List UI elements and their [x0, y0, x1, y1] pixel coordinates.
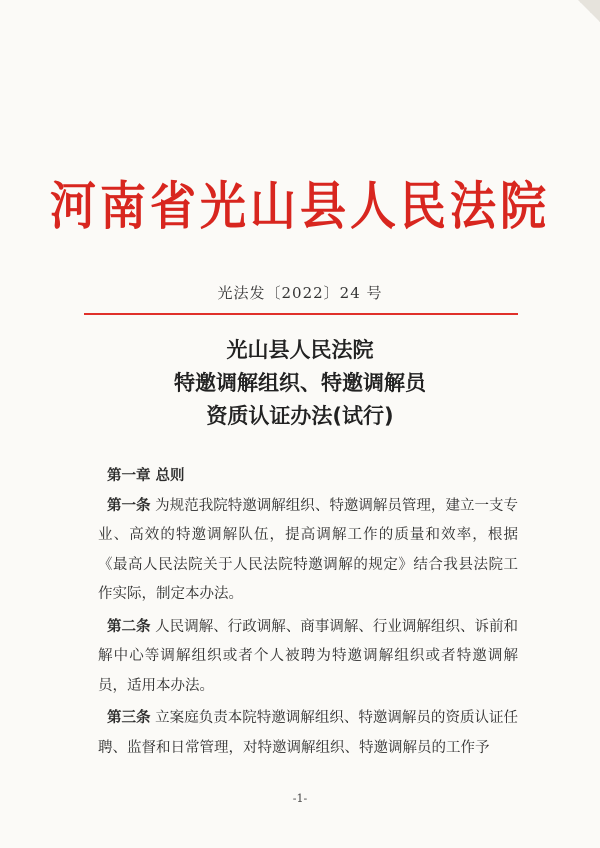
document-title — [0, 334, 600, 433]
article-3-label: 第三条 — [107, 710, 151, 726]
chapter-heading: 第一章 总则 — [107, 468, 185, 484]
article-2-label: 第二条 — [107, 618, 151, 635]
article-2-text: 人民调解、行政调解、商事调解、行业调解组织、诉前和解中心等调解组织或者个人被聘为特邀调解组织或者特邀调解员，适用本办法。 — [98, 618, 519, 694]
document-body — [98, 462, 518, 763]
court-letterhead: 河南省光山县人民法院 — [50, 175, 550, 237]
title-line-1: 光山县人民法院 — [226, 338, 374, 362]
page-number: -1- — [292, 792, 308, 805]
title-line-2: 特邀调解组织、特邀调解员 — [174, 371, 426, 395]
article-3 — [98, 704, 518, 763]
article-3-text: 立案庭负责本院特邀调解组织、特邀调解员的资质认证任聘、监督和日常管理，对特邀调解组织、特邀调解员的工作予 — [98, 710, 519, 756]
article-1-label: 第一条 — [107, 497, 151, 514]
title-line-3: 资质认证办法(试行) — [206, 404, 394, 428]
document-number: 光法发〔2022〕24 号 — [217, 284, 383, 302]
article-2 — [98, 613, 518, 702]
article-1 — [98, 492, 518, 610]
red-divider-line — [84, 313, 518, 315]
page-corner-fold — [578, 0, 600, 22]
article-1-text: 为规范我院特邀调解组织、特邀调解员管理，建立一支专业、高效的特邀调解队伍，提高调解工作的质量和效率，根据《最高人民法院关于人民法院特邀调解的规定》结合我县法院工作实际，制定本办法。 — [98, 497, 519, 602]
